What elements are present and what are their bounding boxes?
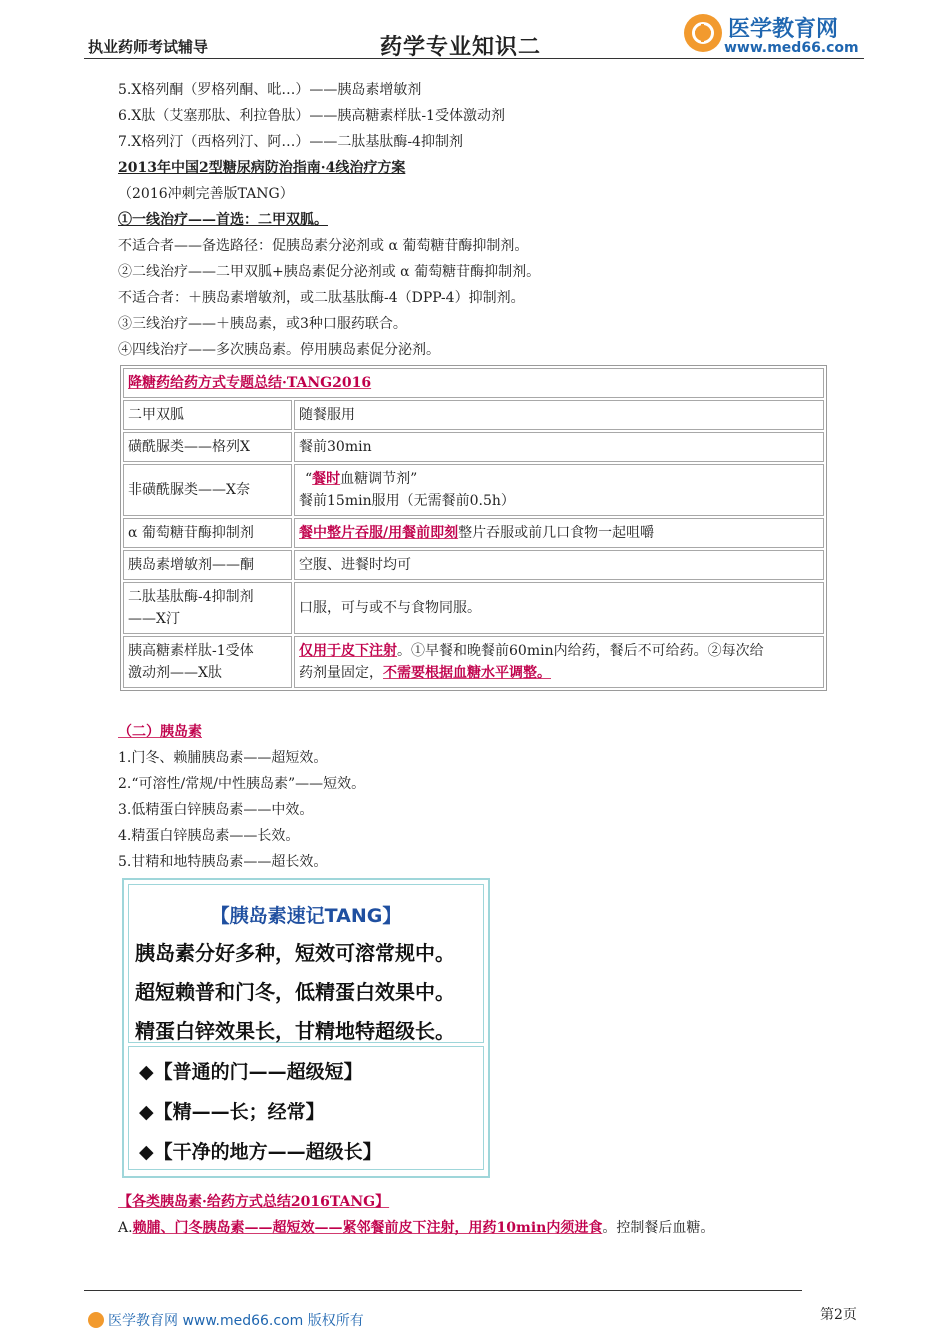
logo-icon xyxy=(88,1312,104,1328)
section-heading: 2013年中国2型糖尿病防治指南·4线治疗方案 xyxy=(118,160,406,176)
header-exam-label: 执业药师考试辅导 xyxy=(88,38,209,56)
table-title: 降糖药给药方式专题总结·TANG2016 xyxy=(123,368,824,398)
text-line: 5.X格列酮（罗格列酮、吡…）——胰岛素增敏剂 xyxy=(118,82,422,98)
list-item: 4.精蛋白锌胰岛素——长效。 xyxy=(118,828,300,844)
table-row xyxy=(123,582,824,634)
mnemonic-line: 精蛋白锌效果长，甘精地特超级长。 xyxy=(135,1019,455,1043)
page-title: 药学专业知识二 xyxy=(380,35,542,60)
table-cell: 胰岛素增敏剂——酮 xyxy=(123,550,292,580)
mnemonic-title: 【胰岛素速记TANG】 xyxy=(210,905,402,927)
mnemonic-bullets-panel xyxy=(128,1046,484,1170)
text-line: （2016冲刺完善版TANG） xyxy=(118,186,294,202)
list-item: 5.甘精和地特胰岛素——超长效。 xyxy=(118,854,328,870)
text-line: ③三线治疗——＋胰岛素，或3种口服药联合。 xyxy=(118,316,407,332)
text-line: ①一线治疗——首选：二甲双胍。 xyxy=(118,212,328,228)
footer-divider xyxy=(84,1290,802,1291)
table-row xyxy=(123,432,824,462)
table-cell: 胰高糖素样肽-1受体 激动剂——X肽 xyxy=(123,636,292,688)
table-row xyxy=(123,636,824,688)
footer-copyright: 医学教育网 www.med66.com 版权所有 xyxy=(88,1310,364,1330)
list-item: 1.门冬、赖脯胰岛素——超短效。 xyxy=(118,750,328,766)
text-line: ④四线治疗——多次胰岛素。停用胰岛素促分泌剂。 xyxy=(118,342,440,358)
table-cell: 二肽基肽酶-4抑制剂 ——X汀 xyxy=(123,582,292,634)
table-row xyxy=(123,550,824,580)
text-line: 6.X肽（艾塞那肽、利拉鲁肽）——胰高糖素样肽-1受体激动剂 xyxy=(118,108,505,124)
table-row xyxy=(123,368,824,398)
table-cell: “餐时血糖调节剂” 餐前15min服用（无需餐前0.5h） xyxy=(294,464,824,516)
table-row xyxy=(123,400,824,430)
table-cell: 仅用于皮下注射。①早餐和晚餐前60min内给药，餐后不可给药。②每次给 药剂量固定，不需要根据血糖水平调整。 xyxy=(294,636,824,688)
text-line: 7.X格列汀（西格列汀、阿…）——二肽基肽酶-4抑制剂 xyxy=(118,134,463,150)
text-line: 不适合者：＋胰岛素增敏剂，或二肽基肽酶-4（DPP-4）抑制剂。 xyxy=(118,290,525,306)
table-cell: 口服，可与或不与食物同服。 xyxy=(294,582,824,634)
section-heading: （二）胰岛素 xyxy=(118,724,202,740)
mnemonic-bullet: ◆【干净的地方——超级长】 xyxy=(139,1141,382,1163)
text-line: A.赖脯、门冬胰岛素——超短效——紧邻餐前皮下注射，用药10min内须进食。控制餐后血糖。 xyxy=(118,1220,715,1236)
table-cell: 磺酰脲类——格列X xyxy=(123,432,292,462)
logo-name: 医学教育网 xyxy=(728,17,839,42)
brand-logo[interactable] xyxy=(684,10,864,58)
table-row xyxy=(123,518,824,548)
section-heading: 【各类胰岛素·给药方式总结2016TANG】 xyxy=(118,1194,390,1210)
table-cell: 二甲双胍 xyxy=(123,400,292,430)
table-cell: α 葡萄糖苷酶抑制剂 xyxy=(123,518,292,548)
mnemonic-verse-panel xyxy=(128,884,484,1043)
dosing-summary-table xyxy=(120,365,827,691)
table-cell: 随餐服用 xyxy=(294,400,824,430)
table-cell: 非磺酰脲类——X奈 xyxy=(123,464,292,516)
text-line: 不适合者——备选路径：促胰岛素分泌剂或 α 葡萄糖苷酶抑制剂。 xyxy=(118,238,529,254)
page-number: 第2页 xyxy=(820,1307,857,1323)
logo-url: www.med66.com xyxy=(724,40,859,56)
text-line: ②二线治疗——二甲双胍+胰岛素促分泌剂或 α 葡萄糖苷酶抑制剂。 xyxy=(118,264,541,280)
header-divider xyxy=(84,58,864,59)
mnemonic-bullet: ◆【精——长；经常】 xyxy=(139,1101,325,1123)
mnemonic-box xyxy=(122,878,490,1178)
list-item: 2.“可溶性/常规/中性胰岛素”——短效。 xyxy=(118,776,366,792)
mnemonic-bullet: ◆【普通的门——超级短】 xyxy=(139,1061,363,1083)
list-item: 3.低精蛋白锌胰岛素——中效。 xyxy=(118,802,314,818)
mnemonic-line: 胰岛素分好多种，短效可溶常规中。 xyxy=(135,941,455,965)
table-row xyxy=(123,464,824,516)
mnemonic-line: 超短赖普和门冬，低精蛋白效果中。 xyxy=(135,980,455,1004)
table-cell: 空腹、进餐时均可 xyxy=(294,550,824,580)
table-cell: 餐中整片吞服/用餐前即刻整片吞服或前几口食物一起咀嚼 xyxy=(294,518,824,548)
table-cell: 餐前30min xyxy=(294,432,824,462)
